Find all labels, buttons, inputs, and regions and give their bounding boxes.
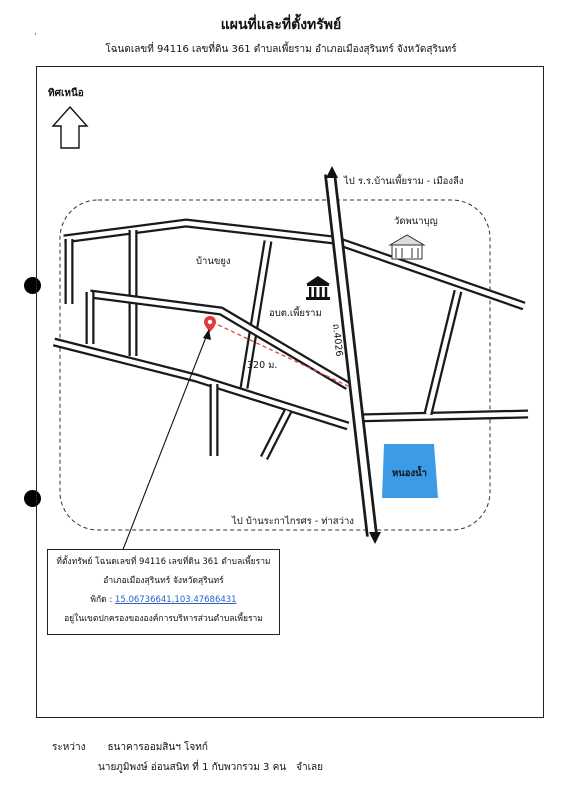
label-to-top: ไป ร.ร.บ้านเพี้ยราม - เมืองลีง <box>344 176 464 187</box>
distance-line <box>212 322 348 386</box>
label-to-bottom: ไป บ้านระกาไกรศร - ท่าสว่าง <box>232 516 354 527</box>
label-temple: วัดพนาบุญ <box>394 216 438 227</box>
info-line-2: อำเภอเมืองสุรินทร์ จังหวัดสุรินทร์ <box>103 576 224 586</box>
road-south-west <box>54 342 348 426</box>
page-subtitle: โฉนดเลขที่ 94116 เลขที่ดิน 361 ตำบลเพี้ยราม อำเภอเมืองสุรินทร์ จังหวัดสุรินทร์ <box>105 44 457 55</box>
property-info-box <box>47 549 280 635</box>
label-pond: หนองน้ำ <box>392 468 427 479</box>
footer-between-label: ระหว่าง <box>52 742 86 753</box>
footer-bank: ธนาคารออมสินฯ โจทก์ <box>107 742 208 753</box>
page-title: แผนที่และที่ตั้งทรัพย์ <box>220 17 342 33</box>
corner-tick-mark: · <box>34 30 37 40</box>
north-arrow-icon <box>53 107 87 148</box>
arrow-down-icon <box>369 532 381 544</box>
footer-party-name: นายภูมิพงษ์ อ่อนสนิท ที่ 1 กับพวกรวม 3 คน <box>98 762 287 773</box>
label-office: อบต.เพี้ยราม <box>269 308 322 319</box>
coordinates-link[interactable]: 15.06736641,103.47686431 <box>114 595 237 605</box>
road-east-horizontal <box>354 414 528 418</box>
road-lower-diagonal <box>264 411 288 458</box>
label-village: บ้านขยูง <box>196 256 231 267</box>
footer-between-line <box>52 740 208 755</box>
arrow-up-icon <box>326 166 338 178</box>
label-distance: 320 ม. <box>247 360 278 371</box>
info-coordinates <box>48 591 279 610</box>
coord-prefix: พิกัด : <box>90 595 113 605</box>
footer-role: จำเลย <box>296 762 323 773</box>
info-line-1: ที่ตั้งทรัพย์ โฉนดเลขที่ 94116 เลขที่ดิน 361 ตำบลเพี้ยราม <box>56 557 271 567</box>
north-label: ทิศเหนือ <box>48 88 84 99</box>
label-highway: ถ.4026 <box>330 323 345 358</box>
temple-icon <box>390 235 424 259</box>
government-office-icon <box>306 276 330 300</box>
road-east-vertical <box>428 291 458 414</box>
footer-party-line <box>98 760 323 775</box>
info-line-4: อยู่ในเขตปกครองขององค์การบริหารส่วนตำบลเพี้ยราม <box>64 614 263 624</box>
property-location-pin-icon <box>204 316 216 332</box>
